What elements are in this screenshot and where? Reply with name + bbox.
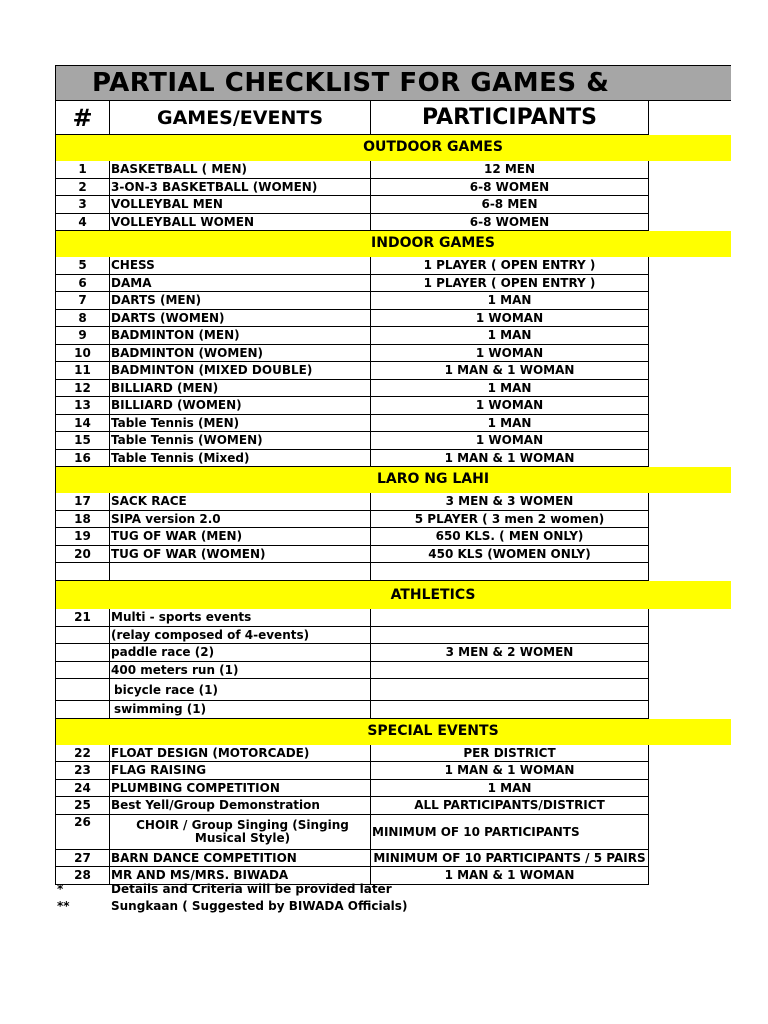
row-number: 15 bbox=[55, 432, 110, 450]
game-event-name: VOLLEYBALL WOMEN bbox=[110, 214, 371, 232]
game-event-name: BASKETBALL ( MEN) bbox=[110, 161, 371, 179]
section-indoor-games bbox=[55, 231, 731, 257]
game-event-name: BADMINTON (MIXED DOUBLE) bbox=[110, 362, 371, 380]
participants-value: 1 WOMAN bbox=[371, 310, 649, 328]
game-event-name bbox=[110, 815, 371, 850]
game-event-name: swimming (1) bbox=[110, 701, 371, 719]
game-event-name: DARTS (WOMEN) bbox=[110, 310, 371, 328]
table-row bbox=[55, 701, 731, 719]
table-row bbox=[55, 780, 731, 798]
participants-value: 1 MAN bbox=[371, 292, 649, 310]
section-title: SPECIAL EVENTS bbox=[367, 722, 499, 739]
table-row bbox=[55, 292, 731, 310]
game-event-name: 3-ON-3 BASKETBALL (WOMEN) bbox=[110, 179, 371, 197]
game-event-name: Multi - sports events bbox=[110, 609, 371, 627]
table-row bbox=[55, 528, 731, 546]
game-event-name: DAMA bbox=[110, 275, 371, 293]
table-row bbox=[55, 179, 731, 197]
participants-value bbox=[371, 627, 649, 645]
table-row bbox=[55, 275, 731, 293]
participants-value: 5 PLAYER ( 3 men 2 women) bbox=[371, 511, 649, 529]
row-number: 13 bbox=[55, 397, 110, 415]
participants-value: 1 MAN & 1 WOMAN bbox=[371, 362, 649, 380]
game-event-name: TUG OF WAR (MEN) bbox=[110, 528, 371, 546]
row-number bbox=[55, 701, 110, 719]
game-event-name: VOLLEYBAL MEN bbox=[110, 196, 371, 214]
section-special-events bbox=[55, 719, 731, 745]
participants-value: 6-8 WOMEN bbox=[371, 214, 649, 232]
row-number: 8 bbox=[55, 310, 110, 328]
participants-value bbox=[371, 679, 649, 701]
row-number: 19 bbox=[55, 528, 110, 546]
row-number bbox=[55, 679, 110, 701]
footnote-mark-1: * bbox=[57, 882, 64, 896]
row-number: 12 bbox=[55, 380, 110, 398]
table-row bbox=[55, 546, 731, 564]
game-event-text: CHOIR / Group Singing (Singing Musical Style) bbox=[136, 817, 349, 845]
table-row bbox=[55, 815, 731, 850]
participants-value: 450 KLS (WOMEN ONLY) bbox=[371, 546, 649, 564]
checklist-sheet bbox=[55, 65, 731, 885]
participants-value bbox=[371, 701, 649, 719]
row-number: 11 bbox=[55, 362, 110, 380]
game-event-name: FLAG RAISING bbox=[110, 762, 371, 780]
participants-value: 6-8 MEN bbox=[371, 196, 649, 214]
table-row bbox=[55, 627, 731, 645]
footnote-text-2: Sungkaan ( Suggested by BIWADA Officials) bbox=[111, 899, 408, 913]
game-event-name: BARN DANCE COMPETITION bbox=[110, 850, 371, 868]
table-row bbox=[55, 511, 731, 529]
game-event-name: Table Tennis (WOMEN) bbox=[110, 432, 371, 450]
table-row bbox=[55, 609, 731, 627]
participants-value: MINIMUM OF 10 PARTICIPANTS / 5 PAIRS bbox=[371, 850, 649, 868]
table-row bbox=[55, 644, 731, 662]
game-event-name: bicycle race (1) bbox=[110, 679, 371, 701]
row-number: 26 bbox=[55, 815, 110, 850]
participants-value: 1 MAN & 1 WOMAN bbox=[371, 450, 649, 468]
row-number: 22 bbox=[55, 745, 110, 763]
row-number: 18 bbox=[55, 511, 110, 529]
row-number: 21 bbox=[55, 609, 110, 627]
game-cell bbox=[110, 563, 371, 581]
row-number bbox=[55, 644, 110, 662]
row-number: 25 bbox=[55, 797, 110, 815]
table-row bbox=[55, 345, 731, 363]
game-event-name: BILLIARD (MEN) bbox=[110, 380, 371, 398]
row-number: 27 bbox=[55, 850, 110, 868]
participants-value: 3 MEN & 3 WOMEN bbox=[371, 493, 649, 511]
row-number: 4 bbox=[55, 214, 110, 232]
participants-cell bbox=[371, 563, 649, 581]
header-games-events: GAMES/EVENTS bbox=[110, 101, 371, 135]
row-number: 7 bbox=[55, 292, 110, 310]
table-row bbox=[55, 327, 731, 345]
participants-value: 1 MAN bbox=[371, 380, 649, 398]
game-event-name: CHESS bbox=[110, 257, 371, 275]
game-event-name: PLUMBING COMPETITION bbox=[110, 780, 371, 798]
participants-value bbox=[371, 662, 649, 680]
participants-value: 3 MEN & 2 WOMEN bbox=[371, 644, 649, 662]
participants-value: 1 MAN bbox=[371, 780, 649, 798]
game-event-name: SIPA version 2.0 bbox=[110, 511, 371, 529]
row-number: 1 bbox=[55, 161, 110, 179]
game-event-name: Table Tennis (MEN) bbox=[110, 415, 371, 433]
game-event-name: Table Tennis (Mixed) bbox=[110, 450, 371, 468]
row-number: 5 bbox=[55, 257, 110, 275]
game-event-name: 400 meters run (1) bbox=[110, 662, 371, 680]
row-number: 14 bbox=[55, 415, 110, 433]
participants-value: 1 MAN bbox=[371, 327, 649, 345]
table-row bbox=[55, 415, 731, 433]
participants-value: 12 MEN bbox=[371, 161, 649, 179]
table-row bbox=[55, 493, 731, 511]
game-event-name: BILLIARD (WOMEN) bbox=[110, 397, 371, 415]
section-title: INDOOR GAMES bbox=[371, 235, 495, 251]
title-row bbox=[55, 65, 731, 101]
section-title: OUTDOOR GAMES bbox=[363, 139, 503, 155]
participants-value: 6-8 WOMEN bbox=[371, 179, 649, 197]
participants-value: 1 MAN & 1 WOMAN bbox=[371, 762, 649, 780]
participants-value: 1 PLAYER ( OPEN ENTRY ) bbox=[371, 275, 649, 293]
game-event-name: BADMINTON (MEN) bbox=[110, 327, 371, 345]
participants-value: 1 MAN & 1 WOMAN bbox=[371, 867, 649, 885]
game-event-name: (relay composed of 4-events) bbox=[110, 627, 371, 645]
section-title: ATHLETICS bbox=[390, 587, 476, 603]
table-row bbox=[55, 450, 731, 468]
table-row bbox=[55, 161, 731, 179]
table-row bbox=[55, 257, 731, 275]
table-row bbox=[55, 432, 731, 450]
participants-value: 1 WOMAN bbox=[371, 345, 649, 363]
table-row bbox=[55, 214, 731, 232]
header-row bbox=[55, 101, 731, 135]
participants-value bbox=[371, 609, 649, 627]
game-event-name: BADMINTON (WOMEN) bbox=[110, 345, 371, 363]
table-row bbox=[55, 850, 731, 868]
row-number: 28 bbox=[55, 867, 110, 885]
game-event-name: Best Yell/Group Demonstration bbox=[110, 797, 371, 815]
table-row bbox=[55, 745, 731, 763]
num-cell bbox=[55, 563, 110, 581]
section-title: LARO NG LAHI bbox=[376, 471, 490, 487]
row-number: 3 bbox=[55, 196, 110, 214]
row-number: 16 bbox=[55, 450, 110, 468]
participants-value: MINIMUM OF 10 PARTICIPANTS bbox=[371, 815, 649, 850]
table-row bbox=[55, 662, 731, 680]
table-row bbox=[55, 196, 731, 214]
row-number bbox=[55, 627, 110, 645]
row-number: 24 bbox=[55, 780, 110, 798]
row-number bbox=[55, 662, 110, 680]
row-number: 9 bbox=[55, 327, 110, 345]
row-number: 23 bbox=[55, 762, 110, 780]
row-number: 20 bbox=[55, 546, 110, 564]
game-event-name: DARTS (MEN) bbox=[110, 292, 371, 310]
row-number: 2 bbox=[55, 179, 110, 197]
participants-value: 1 WOMAN bbox=[371, 432, 649, 450]
game-event-name: paddle race (2) bbox=[110, 644, 371, 662]
table-row bbox=[55, 362, 731, 380]
section-athletics bbox=[55, 581, 731, 609]
game-event-name: TUG OF WAR (WOMEN) bbox=[110, 546, 371, 564]
blank-row bbox=[55, 563, 731, 581]
page-title: PARTIAL CHECKLIST FOR GAMES & bbox=[92, 68, 610, 98]
header-participants: PARTICIPANTS bbox=[371, 101, 649, 135]
row-number: 10 bbox=[55, 345, 110, 363]
header-num: # bbox=[55, 101, 110, 135]
participants-value: 1 PLAYER ( OPEN ENTRY ) bbox=[371, 257, 649, 275]
participants-value: 650 KLS. ( MEN ONLY) bbox=[371, 528, 649, 546]
table-row bbox=[55, 397, 731, 415]
section-outdoor-games bbox=[55, 135, 731, 161]
table-row bbox=[55, 380, 731, 398]
footnote-text-1: Details and Criteria will be provided later bbox=[111, 882, 392, 896]
table-row bbox=[55, 762, 731, 780]
table-row bbox=[55, 310, 731, 328]
row-number: 6 bbox=[55, 275, 110, 293]
section-laro-ng-lahi bbox=[55, 467, 731, 493]
participants-value: ALL PARTICIPANTS/DISTRICT bbox=[371, 797, 649, 815]
participants-value: 1 WOMAN bbox=[371, 397, 649, 415]
game-event-name: FLOAT DESIGN (MOTORCADE) bbox=[110, 745, 371, 763]
footnote-mark-2: ** bbox=[57, 899, 70, 913]
row-number: 17 bbox=[55, 493, 110, 511]
table-row bbox=[55, 797, 731, 815]
participants-value: PER DISTRICT bbox=[371, 745, 649, 763]
game-event-name: SACK RACE bbox=[110, 493, 371, 511]
table-row bbox=[55, 679, 731, 701]
game-event-name: MR AND MS/MRS. BIWADA bbox=[110, 867, 371, 885]
participants-value: 1 MAN bbox=[371, 415, 649, 433]
